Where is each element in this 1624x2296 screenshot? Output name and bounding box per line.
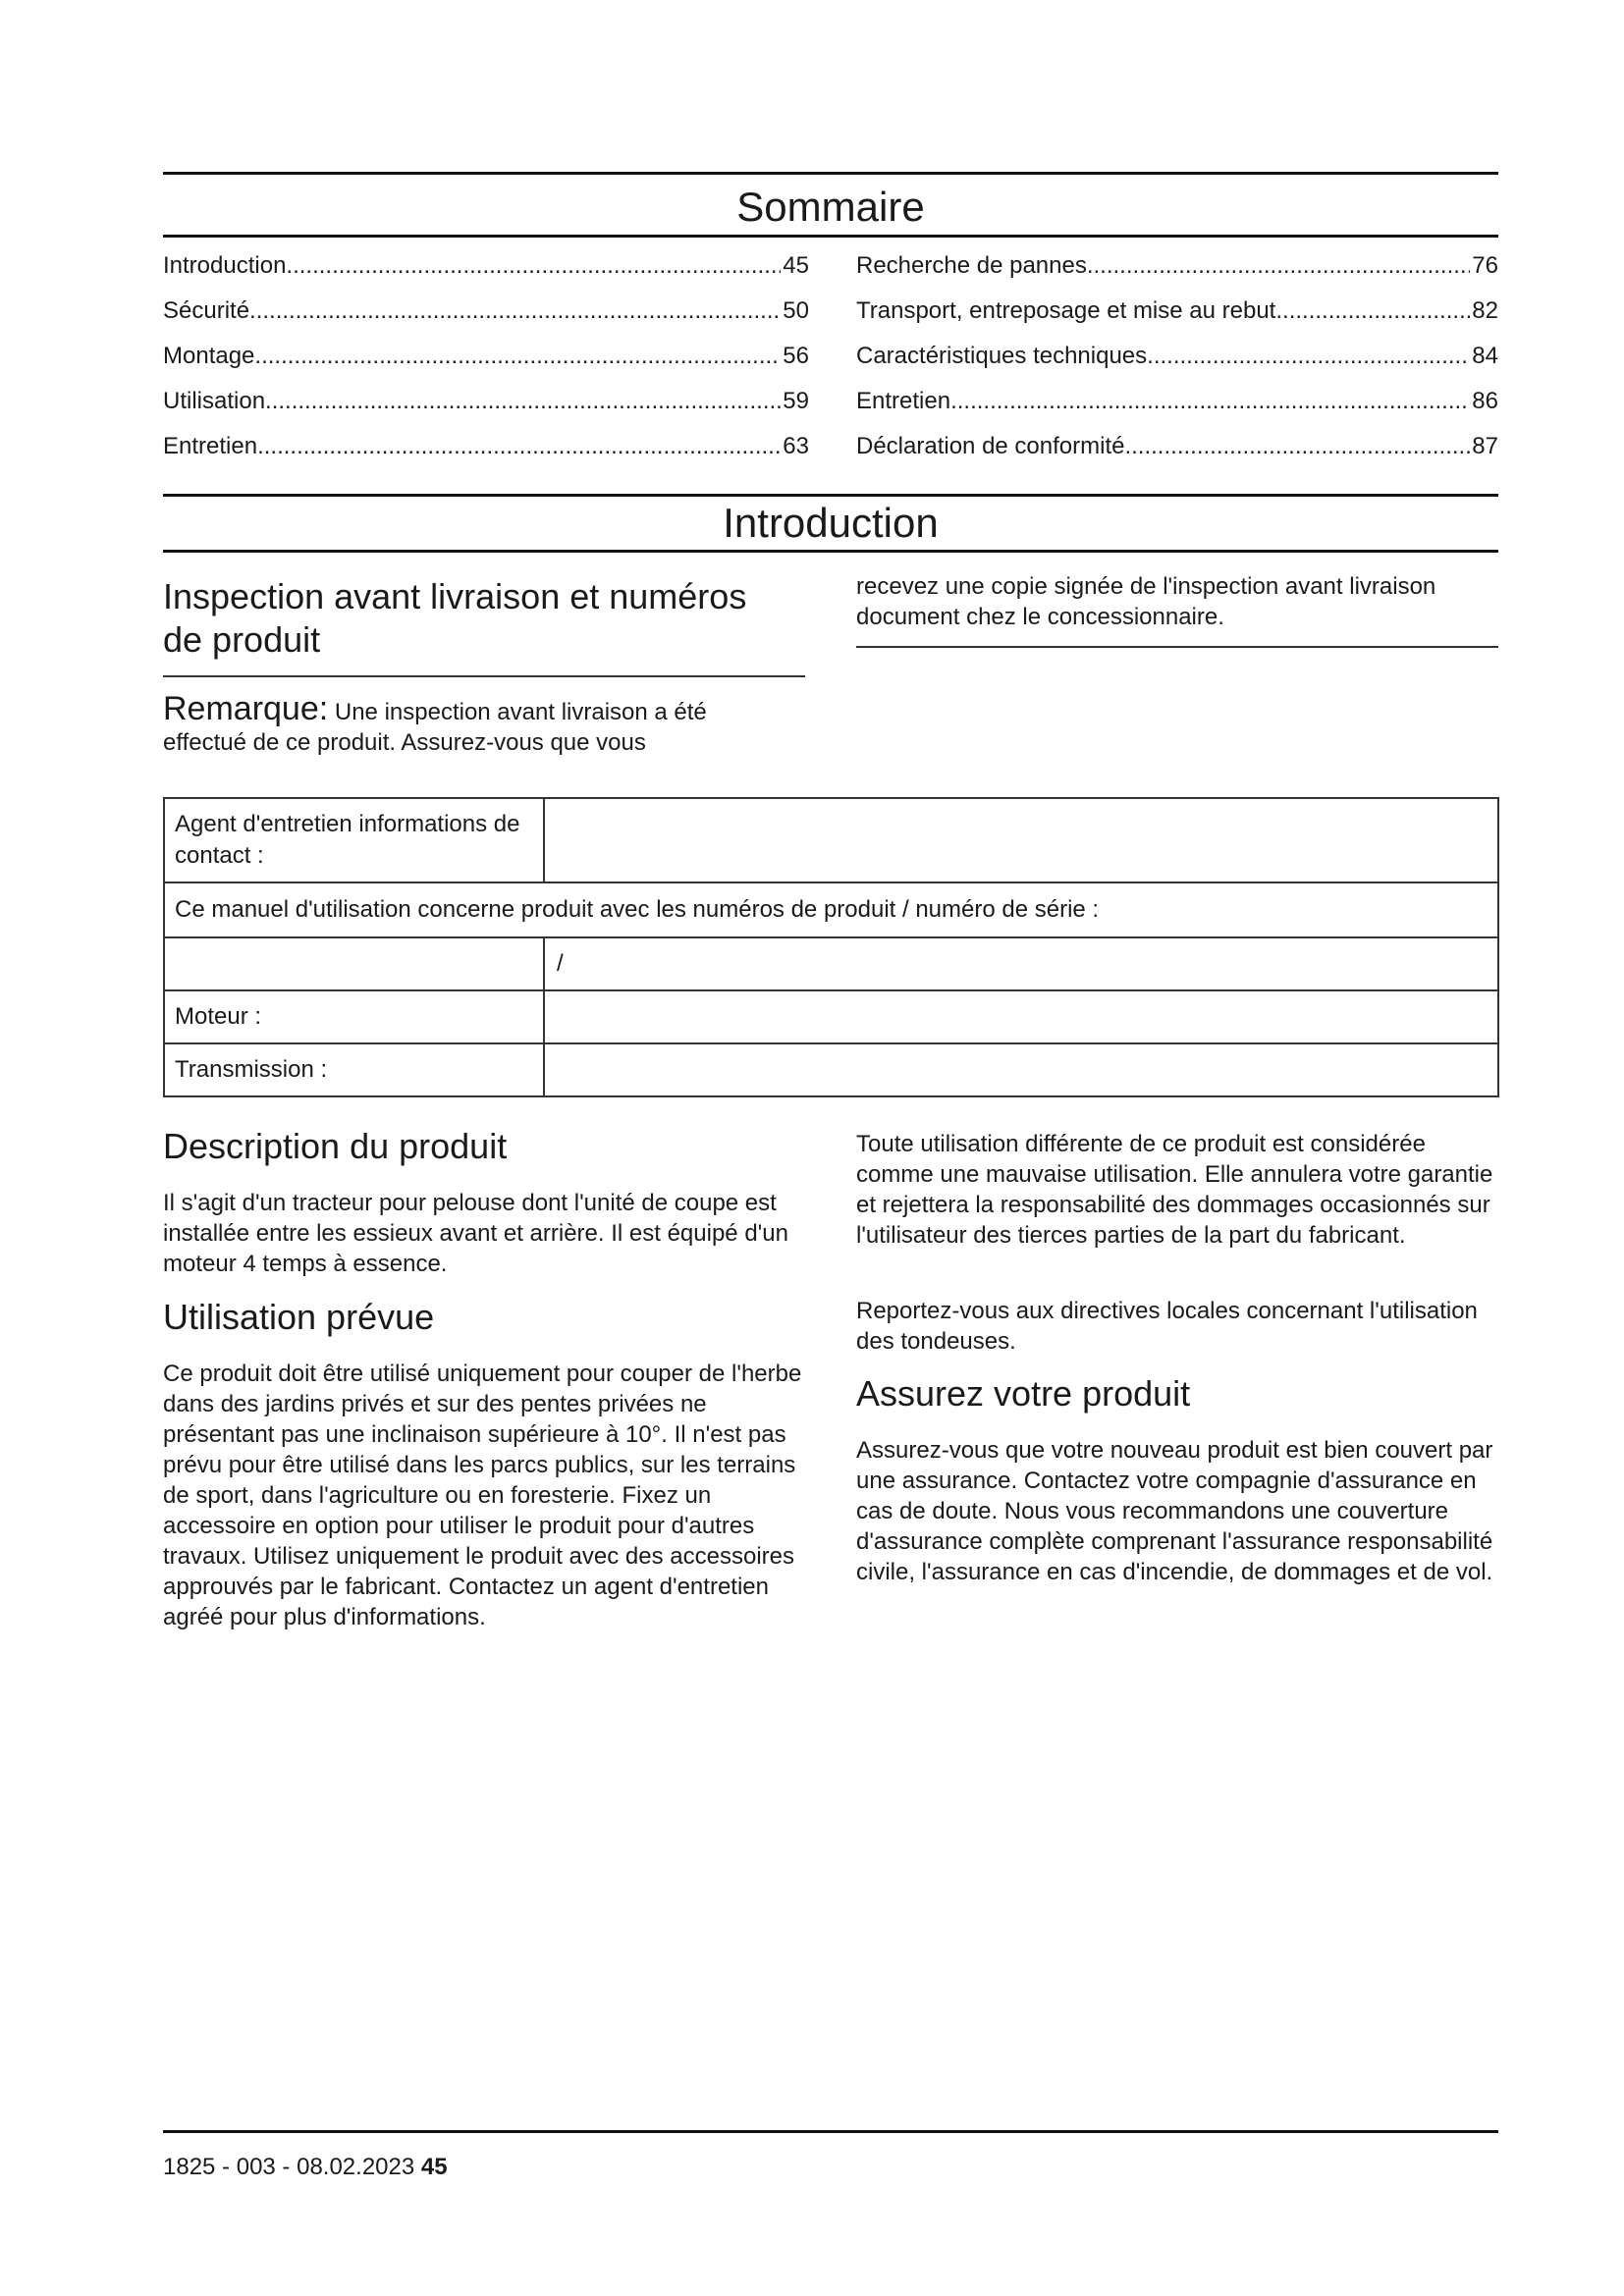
engine-label: Moteur : — [164, 990, 544, 1043]
toc-entry-label: Caractéristiques techniques — [856, 343, 1148, 369]
transmission-label: Transmission : — [164, 1043, 544, 1096]
toc-entry-page: 56 — [783, 343, 809, 369]
toc-title: Sommaire — [736, 184, 925, 230]
misuse-text: Toute utilisation différente de ce produit est considérée comme une mauvaise utilisation. Elle annulera votre garantie et rejettera la responsabilité des dommages occasionnés sur l'utilisateur des tierces parties de la part du fabricant. — [856, 1131, 1493, 1249]
toc-entry-label: Montage — [163, 343, 255, 369]
manual-applies-text: Ce manuel d'utilisation concerne produit avec les numéros de produit / numéro de série : — [164, 882, 1498, 937]
insurance-text: Assurez-vous que votre nouveau produit est bien couvert par une assurance. Contactez votre compagnie d'assurance en cas de doute. Nous vous recommandons une couverture d'assurance complète comprenant l'assurance responsabilité civile, l'assurance en cas d'incendie, de dommages et de vol. — [856, 1437, 1493, 1585]
toc-entry-page: 63 — [783, 433, 809, 459]
usage-heading: Utilisation prévue — [163, 1297, 435, 1337]
toc-entry[interactable] — [856, 387, 1498, 432]
intro-bottom-rule — [163, 550, 1498, 553]
insurance-heading: Assurez votre produit — [856, 1373, 1191, 1414]
toc-entry-label: Entretien — [163, 433, 258, 459]
intro-title: Introduction — [723, 500, 939, 546]
directives-text: Reportez-vous aux directives locales concernant l'utilisation des tondeuses. — [856, 1298, 1478, 1355]
agent-contact-label: Agent d'entretien informations de contact : — [164, 798, 544, 882]
toc-entry-page: 86 — [1472, 388, 1498, 414]
table-row — [164, 882, 1498, 937]
toc-entry[interactable] — [163, 296, 809, 342]
inspection-heading: Inspection avant livraison et numéros de produit — [163, 576, 747, 660]
table-row — [164, 990, 1498, 1043]
footer-rule — [163, 2130, 1498, 2133]
toc-entry[interactable] — [856, 296, 1498, 342]
toc-entry[interactable] — [856, 251, 1498, 296]
toc-bottom-rule — [163, 235, 1498, 238]
description-heading: Description du produit — [163, 1126, 508, 1166]
toc-entry-label: Recherche de pannes — [856, 252, 1087, 279]
table-row — [164, 1043, 1498, 1096]
toc-right-column — [856, 251, 1498, 477]
toc-entry[interactable] — [163, 342, 809, 387]
agent-contact-field[interactable] — [544, 798, 1498, 882]
footer-doc-ref: 1825 - 003 - 08.02.2023 — [163, 2154, 415, 2180]
toc-entry-label: Déclaration de conformité — [856, 433, 1125, 459]
intro-top-rule — [163, 494, 1498, 497]
toc-entry[interactable] — [163, 432, 809, 477]
footer — [163, 2152, 448, 2182]
toc-entry-page: 82 — [1472, 297, 1498, 324]
remark-label: Remarque: — [163, 690, 329, 727]
toc-entry-label: Entretien — [856, 388, 951, 414]
remark-continued: recevez une copie signée de l'inspection avant livraison document chez le concessionnaire. — [856, 573, 1436, 630]
product-info-table — [163, 797, 1499, 1097]
serial-number-field[interactable] — [544, 937, 1498, 990]
table-row — [164, 937, 1498, 990]
description-text: Il s'agit d'un tracteur pour pelouse dont l'unité de coupe est installée entre les essieux avant et arrière. Il est équipé d'un moteur 4 temps à essence. — [163, 1190, 788, 1277]
toc-entry-page: 84 — [1472, 343, 1498, 369]
footer-page-number: 45 — [420, 2154, 448, 2180]
toc-left-column — [163, 251, 809, 477]
toc-entry[interactable] — [163, 387, 809, 432]
toc-entry-page: 87 — [1472, 433, 1498, 459]
usage-text: Ce produit doit être utilisé uniquement pour couper de l'herbe dans des jardins privés et sur des pentes privées ne présentant pas une inclinaison supérieure à 10°. Il n'est pas prévu pour être utilisé dans les parcs publics, sur les terrains de sport, dans l'agriculture ou en foresterie. Fixez un accessoire en option pour utiliser le produit pour d'autres travaux. Utilisez uniquement le produit avec des accessoires approuvés par le fabricant. Contactez un agent d'entretien agréé pour plus d'informations. — [163, 1361, 802, 1630]
toc-entry-page: 59 — [783, 388, 809, 414]
remark-continued-rule — [856, 646, 1498, 648]
remark-text: Une inspection avant livraison a été effectué de ce produit. Assurez-vous que vous — [163, 699, 707, 756]
inspection-heading-rule — [163, 675, 805, 677]
engine-field[interactable] — [544, 990, 1498, 1043]
table-row — [164, 798, 1498, 882]
toc-entry-label: Utilisation — [163, 388, 266, 414]
toc-top-rule — [163, 172, 1498, 175]
toc-entry-page: 50 — [783, 297, 809, 324]
remark-block — [163, 691, 752, 758]
toc-entry[interactable] — [856, 432, 1498, 477]
toc-entry-label: Sécurité — [163, 297, 250, 324]
toc-entry[interactable] — [163, 251, 809, 296]
toc-entry-label: Transport, entreposage et mise au rebut — [856, 297, 1276, 324]
transmission-field[interactable] — [544, 1043, 1498, 1096]
toc-entry-label: Introduction — [163, 252, 287, 279]
toc-entry-page: 76 — [1472, 252, 1498, 279]
toc-entry[interactable] — [856, 342, 1498, 387]
product-number-field[interactable] — [164, 937, 544, 990]
toc-entry-page: 45 — [783, 252, 809, 279]
separator-slash: / — [557, 950, 564, 977]
